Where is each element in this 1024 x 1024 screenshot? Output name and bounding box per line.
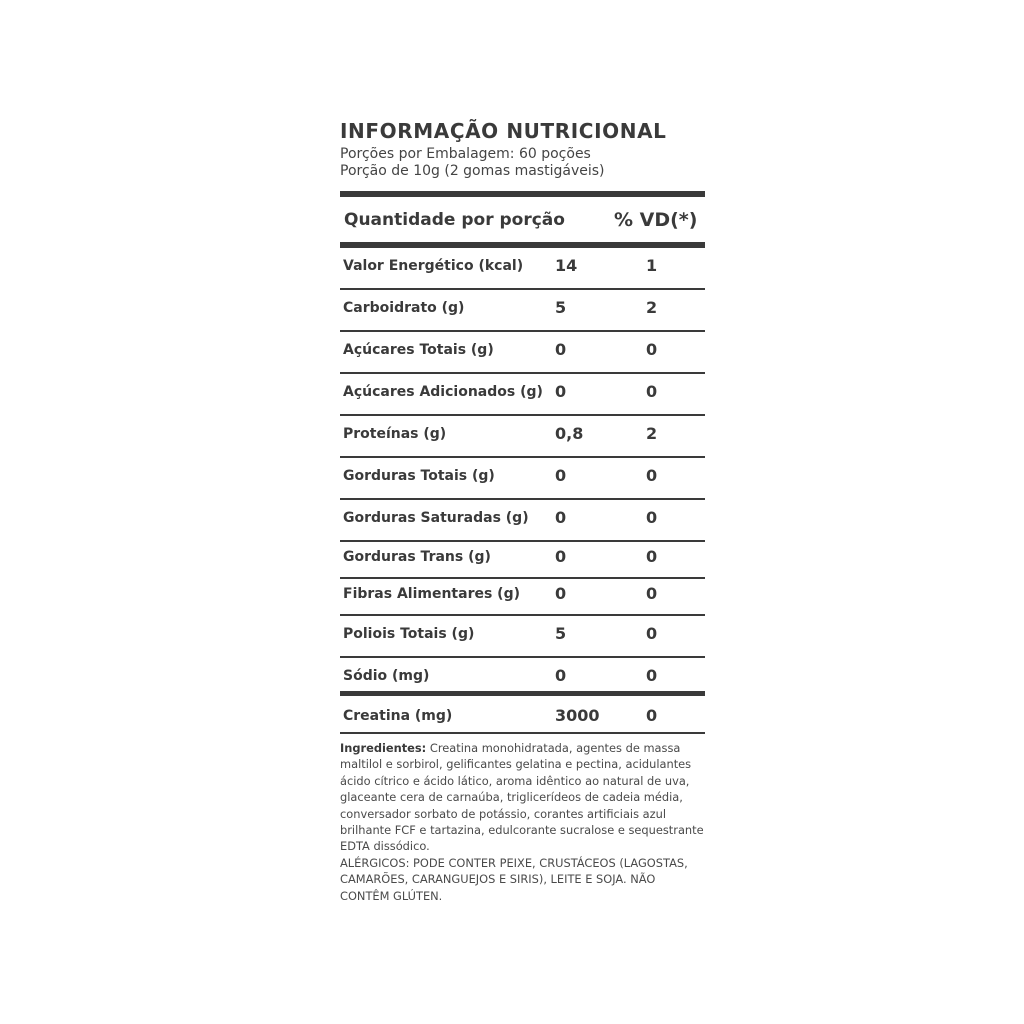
- nutrient-row: [340, 658, 705, 696]
- allergens-text: ALÉRGICOS: PODE CONTER PEIXE, CRUSTÁCEOS (LAGOSTAS, CAMARÕES, CARANGUEJOS E SIRIS), LEITE E SOJA. NÃO CONTÊM GLÚTEN.: [340, 855, 688, 903]
- nutrient-quantity: 5: [555, 298, 567, 317]
- nutrient-name: Gorduras Trans (g): [343, 549, 491, 565]
- nutrient-row: [340, 416, 705, 458]
- label-title: INFORMAÇÃO NUTRICIONAL: [340, 119, 667, 143]
- nutrient-vd: 0: [646, 382, 658, 401]
- ingredients-block: [340, 740, 705, 904]
- nutrient-vd: 2: [646, 298, 658, 317]
- nutrient-name: Carboidrato (g): [343, 300, 465, 316]
- nutrient-quantity: 0: [555, 584, 567, 603]
- nutrient-quantity: 0: [555, 340, 567, 359]
- nutrient-vd: 0: [646, 340, 658, 359]
- ingredients-paragraph: [340, 740, 705, 855]
- nutrient-vd: 0: [646, 584, 658, 603]
- nutrient-quantity: 14: [555, 256, 578, 275]
- nutrient-quantity: 3000: [555, 706, 600, 725]
- nutrient-vd: 0: [646, 666, 658, 685]
- nutrient-name: Sódio (mg): [343, 668, 430, 684]
- nutrient-name: Poliois Totais (g): [343, 626, 475, 642]
- nutrient-vd: 1: [646, 256, 658, 275]
- nutrient-row: [340, 332, 705, 374]
- nutrient-table: [340, 248, 705, 734]
- nutrient-name: Proteínas (g): [343, 426, 447, 442]
- nutrient-vd: 0: [646, 624, 658, 643]
- nutrient-row: [340, 374, 705, 416]
- nutrient-vd: 2: [646, 424, 658, 443]
- vd-header: % VD(*): [614, 209, 698, 231]
- ingredients-text: Creatina monohidratada, agentes de massa maltilol e sorbirol, gelificantes gelatina e pectina, acidulantes ácido cítrico e ácido lático, aroma idêntico ao natural de uva, glaceante cera de carnaúba, triglicerídeos de cadeia média, conversador sorbato de potássio, corantes artificiais azul brilhante FCF e tartazina, edulcorante sucralose e sequestrante EDTA dissódico.: [340, 741, 704, 854]
- nutrient-name: Açúcares Totais (g): [343, 342, 494, 358]
- nutrient-quantity: 0: [555, 547, 567, 566]
- nutrient-row: [340, 616, 705, 658]
- quantity-header: Quantidade por porção: [344, 210, 565, 230]
- nutrient-row: [340, 696, 705, 734]
- nutrient-row: [340, 290, 705, 332]
- nutrient-name: Valor Energético (kcal): [343, 258, 524, 274]
- nutrient-name: Creatina (mg): [343, 708, 453, 724]
- nutrient-quantity: 0: [555, 666, 567, 685]
- table-header: [340, 197, 705, 242]
- nutrient-vd: 0: [646, 508, 658, 527]
- nutrient-row: [340, 500, 705, 542]
- nutrient-vd: 0: [646, 706, 658, 725]
- nutrient-row: [340, 248, 705, 290]
- nutrient-row: [340, 542, 705, 579]
- serving-info: [340, 146, 705, 180]
- nutrient-name: Açúcares Adicionados (g): [343, 384, 543, 400]
- nutrient-quantity: 0: [555, 382, 567, 401]
- nutrient-vd: 0: [646, 466, 658, 485]
- nutrient-quantity: 0,8: [555, 424, 584, 443]
- nutrient-name: Gorduras Saturadas (g): [343, 510, 529, 526]
- nutrition-label: [340, 116, 705, 904]
- nutrient-quantity: 5: [555, 624, 567, 643]
- portion-size: Porção de 10g (2 gomas mastigáveis): [340, 163, 605, 179]
- nutrient-vd: 0: [646, 547, 658, 566]
- nutrient-name: Fibras Alimentares (g): [343, 586, 520, 602]
- ingredients-label: Ingredientes:: [340, 741, 427, 755]
- nutrient-name: Gorduras Totais (g): [343, 468, 495, 484]
- nutrient-row: [340, 458, 705, 500]
- servings-per-package: Porções por Embalagem: 60 poções: [340, 146, 591, 162]
- nutrient-quantity: 0: [555, 466, 567, 485]
- nutrient-quantity: 0: [555, 508, 567, 527]
- nutrient-row: [340, 579, 705, 616]
